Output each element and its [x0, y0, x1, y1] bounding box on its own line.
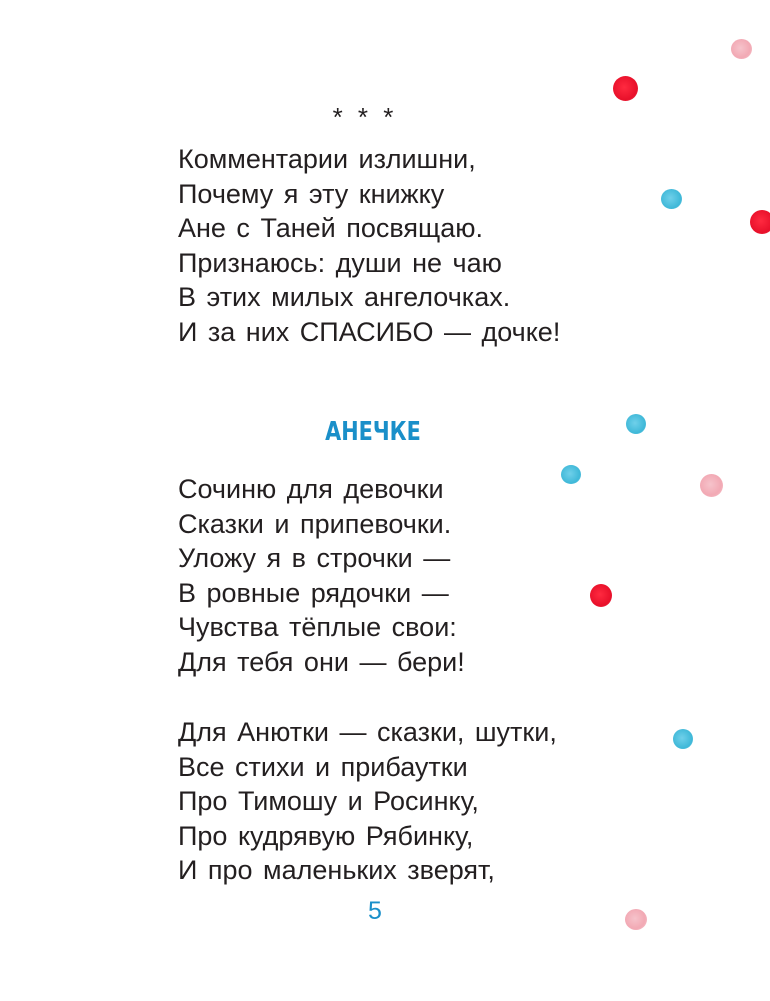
decorative-dot-red [590, 584, 612, 607]
poem-line: Сочиню для девочки [178, 474, 444, 504]
poem-title: АНЕЧКЕ [325, 417, 421, 447]
decorative-dot-blue [561, 465, 581, 484]
decorative-dot-red [613, 76, 638, 101]
stanza-separator: * * * [332, 102, 398, 132]
decorative-dot-pink [700, 474, 723, 497]
poem-line: И за них СПАСИБО — дочке! [178, 316, 561, 347]
decorative-dot-blue [661, 189, 682, 209]
decorative-dot-blue [673, 729, 693, 749]
poem-line: Ане с Таней посвящаю. [178, 213, 484, 243]
decorative-dot-blue [626, 414, 646, 434]
decorative-dot-pink [625, 909, 647, 930]
poem-line: Про кудрявую Рябинку, [178, 820, 474, 851]
poem-line: Сказки и припевочки. [178, 508, 452, 539]
poem-line: Для тебя они — бери! [178, 646, 465, 677]
poem-line: Признаюсь: души не чаю [178, 247, 502, 278]
decorative-dot-red [750, 210, 770, 234]
poem-line: И про маленьких зверят, [178, 855, 495, 885]
poem-line: Уложу я в строчки — [178, 543, 451, 573]
poem-line: Комментарии излишни, [178, 144, 476, 174]
poem-line: Для Анютки — сказки, шутки, [178, 717, 557, 747]
decorative-dot-pink [731, 39, 752, 59]
poem-line: Чувства тёплые свои: [178, 612, 457, 642]
stanza-dedication [178, 142, 560, 349]
stanza-second [178, 715, 557, 888]
poem-line: В этих милых ангелочках. [178, 282, 511, 312]
poem-line: В ровные рядочки — [178, 577, 449, 608]
page-number: 5 [368, 897, 382, 925]
poem-line: Все стихи и прибаутки [178, 751, 468, 782]
poem-line: Про Тимошу и Росинку, [178, 786, 479, 816]
poem-line: Почему я эту книжку [178, 178, 445, 209]
stanza-first [178, 472, 465, 679]
